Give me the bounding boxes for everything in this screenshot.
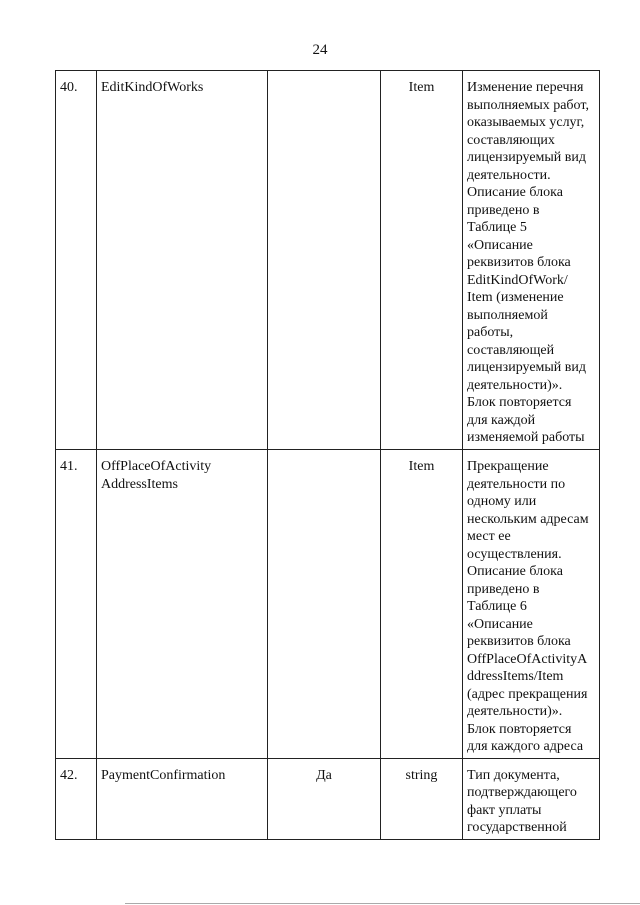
description-line: «Описание xyxy=(467,616,533,632)
description-line: Блок повторяется xyxy=(467,395,572,410)
description-line: выполняемых работ, xyxy=(467,97,589,113)
page-bottom-rule xyxy=(125,903,640,904)
description-line: Описание блока xyxy=(467,564,563,579)
description-line: для каждого адреса xyxy=(467,739,584,754)
description-line: оказываемых услуг, xyxy=(467,115,585,130)
description-line: одному или xyxy=(467,494,537,509)
description-line: (адрес прекращения xyxy=(467,686,588,702)
row-number-cell: 40. xyxy=(56,71,97,450)
specification-table xyxy=(55,70,600,840)
description-line: Таблице 6 xyxy=(467,599,527,614)
element-name-cell: EditKindOfWorks xyxy=(97,71,268,450)
description-line: Изменение перечня xyxy=(467,80,584,95)
required-cell xyxy=(268,71,381,450)
description-line: осуществления. xyxy=(467,546,562,562)
description-line: Прекращение xyxy=(467,459,549,474)
description-line: деятельности)». xyxy=(467,704,563,719)
description-line: нескольким адресам xyxy=(467,511,589,527)
description-line: OffPlaceOfActivityA xyxy=(467,651,588,667)
description-line: государственной xyxy=(467,820,567,835)
description-line: работы, xyxy=(467,325,514,340)
description-line: факт уплаты xyxy=(467,802,542,818)
required-cell xyxy=(268,450,381,759)
description-line: реквизитов блока xyxy=(467,255,571,270)
description-line: выполняемой xyxy=(467,307,548,323)
description-line: реквизитов блока xyxy=(467,634,571,649)
description-line: приведено в xyxy=(467,581,540,597)
description-line: «Описание xyxy=(467,237,533,253)
description-line: изменяемой работы xyxy=(467,430,585,445)
description-line: деятельности)». xyxy=(467,377,563,393)
description-line: для каждой xyxy=(467,412,536,428)
element-name-cell: PaymentConfirmation xyxy=(97,758,268,839)
description-cell xyxy=(463,758,600,839)
description-line: Таблице 5 xyxy=(467,220,527,235)
description-line: составляющих xyxy=(467,132,555,148)
description-line: лицензируемый вид xyxy=(467,150,587,165)
description-line: Тип документа, xyxy=(467,767,560,783)
type-cell: string xyxy=(381,758,463,839)
required-cell: Да xyxy=(268,758,381,839)
description-line: лицензируемый вид xyxy=(467,360,587,375)
description-line: Блок повторяется xyxy=(467,721,572,737)
element-name-cell: OffPlaceOfActivity AddressItems xyxy=(97,450,268,759)
row-number-cell: 41. xyxy=(56,450,97,759)
type-cell: Item xyxy=(381,71,463,450)
description-line: Описание блока xyxy=(467,185,563,200)
table-row xyxy=(56,450,600,759)
table-row xyxy=(56,758,600,839)
description-line: Item (изменение xyxy=(467,290,564,305)
description-line: деятельности. xyxy=(467,167,551,183)
description-line: EditKindOfWork/ xyxy=(467,272,568,288)
description-cell xyxy=(463,450,600,759)
row-number-cell: 42. xyxy=(56,758,97,839)
description-line: подтверждающего xyxy=(467,785,577,800)
description-line: составляющей xyxy=(467,342,555,358)
description-line: деятельности по xyxy=(467,476,566,492)
table-row xyxy=(56,71,600,450)
page-number: 24 xyxy=(312,42,328,58)
type-cell: Item xyxy=(381,450,463,759)
description-line: ddressItems/Item xyxy=(467,669,564,684)
description-line: приведено в xyxy=(467,202,540,218)
description-cell xyxy=(463,71,600,450)
description-line: мест ее xyxy=(467,529,511,544)
